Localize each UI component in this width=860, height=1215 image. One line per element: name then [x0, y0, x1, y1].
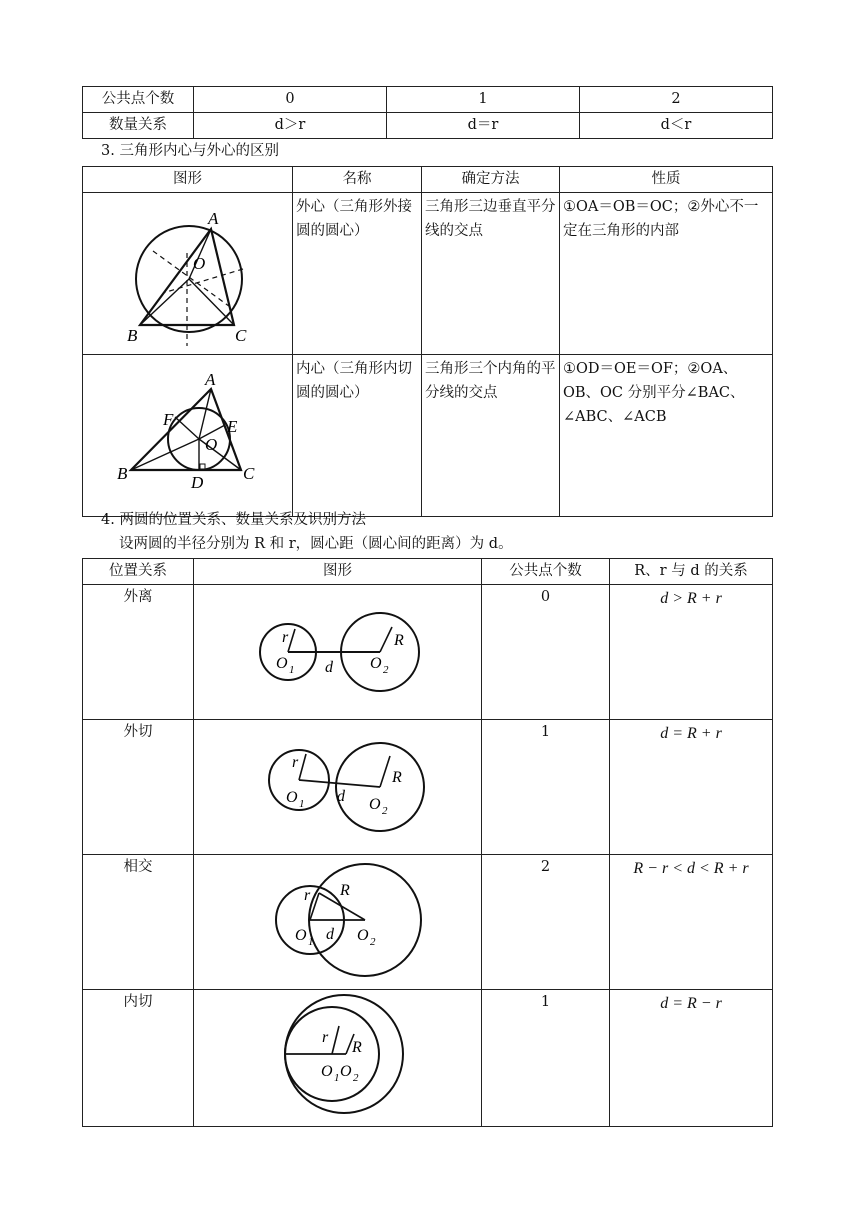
figure-intersect-cell [194, 855, 482, 990]
label-O1: O [295, 927, 307, 944]
circumcenter-name: 外心（三角形外接圆的圆心） [293, 193, 422, 355]
header-figure: 图形 [194, 559, 482, 585]
label-O2-sub: 2 [353, 1072, 359, 1084]
header-figure: 图形 [83, 167, 293, 193]
count-2: 2 [580, 87, 773, 113]
label-r: r [292, 754, 299, 771]
incenter-method: 三角形三个内角的平分线的交点 [422, 355, 560, 517]
header-name: 名称 [293, 167, 422, 193]
relation-0: d＞r [194, 113, 387, 139]
label-O2: O [357, 927, 369, 944]
label-O1: O [286, 789, 298, 806]
incenter-name: 内心（三角形内切圆的圆心） [293, 355, 422, 517]
label-O1: O [321, 1063, 333, 1080]
label-F: F [163, 410, 174, 429]
label-O2-sub: 2 [382, 805, 388, 817]
label-B: B [127, 326, 138, 345]
label-r: r [322, 1029, 329, 1046]
formula-separate: d > R + r [610, 585, 773, 720]
internal-tangent-diagram [194, 990, 480, 1118]
incenter-figure-cell [83, 355, 293, 517]
label-R: R [340, 882, 350, 899]
label-O: O [193, 254, 206, 273]
header-relation: 位置关系 [83, 559, 194, 585]
separate-circles-diagram [194, 585, 480, 711]
count-external-tangent: 1 [482, 720, 610, 855]
relation-separate: 外离 [83, 585, 194, 720]
label-d: d [337, 788, 345, 805]
header-method: 确定方法 [422, 167, 560, 193]
external-tangent-diagram [194, 720, 480, 846]
circumcenter-figure-cell [83, 193, 293, 355]
count-separate: 0 [482, 585, 610, 720]
count-intersect: 2 [482, 855, 610, 990]
label-r: r [282, 629, 289, 646]
circumcenter-diagram [83, 193, 291, 346]
count-1: 1 [387, 87, 580, 113]
label-O1: O [276, 655, 288, 672]
figure-separate-cell [194, 585, 482, 720]
label-C: C [243, 464, 255, 483]
incenter-circumcenter-table [82, 166, 773, 517]
label-O1-sub: 1 [334, 1072, 340, 1084]
label-R: R [394, 632, 404, 649]
label-D: D [191, 473, 204, 492]
section-3-title: 3. 三角形内心与外心的区别 [101, 143, 279, 159]
common-points-table [82, 86, 773, 139]
section-4-intro: 设两圆的半径分别为 R 和 r，圆心距（圆心间的距离）为 d。 [119, 536, 513, 552]
count-0: 0 [194, 87, 387, 113]
label-A: A [205, 370, 216, 389]
figure-external-tangent-cell [194, 720, 482, 855]
row-label-count: 公共点个数 [83, 87, 194, 113]
relation-internal-tangent: 内切 [83, 990, 194, 1127]
label-O2-sub: 2 [383, 664, 389, 676]
header-property: 性质 [560, 167, 773, 193]
label-d: d [326, 926, 334, 943]
label-O2: O [340, 1063, 352, 1080]
label-O2: O [369, 796, 381, 813]
label-O1-sub: 1 [308, 936, 314, 948]
label-d: d [325, 659, 333, 676]
header-common-points: 公共点个数 [482, 559, 610, 585]
figure-internal-tangent-cell [194, 990, 482, 1127]
label-B: B [117, 464, 128, 483]
relation-intersect: 相交 [83, 855, 194, 990]
label-O1-sub: 1 [299, 798, 305, 810]
formula-intersect: R − r < d < R + r [610, 855, 773, 990]
label-r: r [304, 887, 311, 904]
circumcenter-property: ①OA＝OB＝OC；②外心不一定在三角形的内部 [560, 193, 773, 355]
section-4-title: 4. 两圆的位置关系、数量关系及识别方法 [101, 512, 366, 528]
formula-internal-tangent: d = R − r [610, 990, 773, 1127]
label-O2-sub: 2 [370, 936, 376, 948]
intersecting-circles-diagram [194, 855, 480, 981]
relation-2: d＜r [580, 113, 773, 139]
label-A: A [208, 209, 219, 228]
formula-external-tangent: d = R + r [610, 720, 773, 855]
label-C: C [235, 326, 247, 345]
relation-1: d＝r [387, 113, 580, 139]
label-O1-sub: 1 [289, 664, 295, 676]
label-O2: O [370, 655, 382, 672]
label-O: O [205, 435, 218, 454]
header-formula: R、r 与 d 的关系 [610, 559, 773, 585]
relation-external-tangent: 外切 [83, 720, 194, 855]
two-circles-table [82, 558, 773, 1127]
label-R: R [392, 769, 402, 786]
count-internal-tangent: 1 [482, 990, 610, 1127]
circumcenter-method: 三角形三边垂直平分线的交点 [422, 193, 560, 355]
incenter-diagram [83, 355, 291, 508]
incenter-property: ①OD＝OE＝OF；②OA、OB、OC 分别平分∠BAC、∠ABC、∠ACB [560, 355, 773, 517]
label-E: E [227, 417, 238, 436]
row-label-relation: 数量关系 [83, 113, 194, 139]
label-R: R [352, 1039, 362, 1056]
